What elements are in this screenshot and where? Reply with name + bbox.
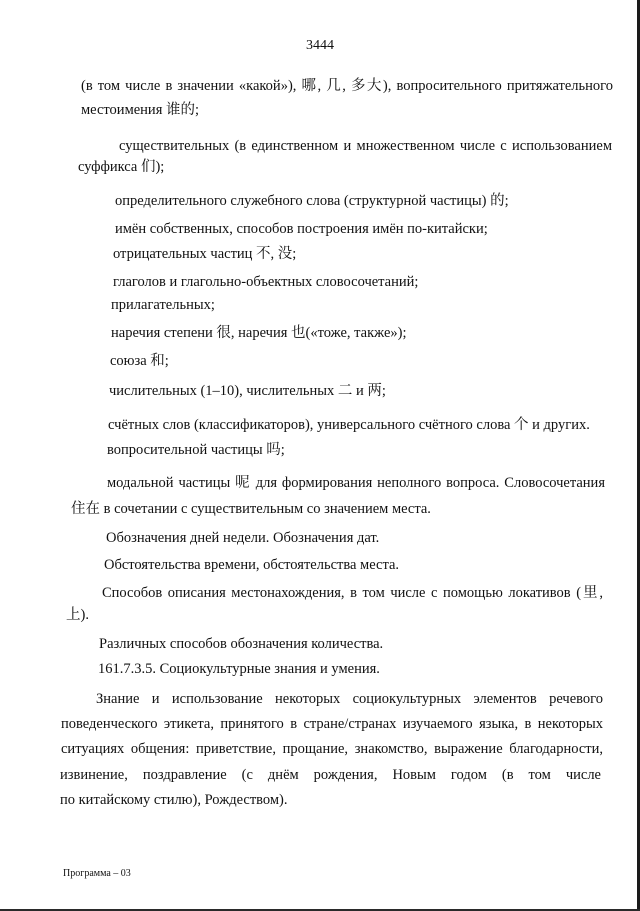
section-heading: 161.7.3.5. Социокультурные знания и умения. <box>98 661 380 677</box>
text-line: Различных способов обозначения количества. <box>99 636 384 652</box>
text-line: ситуациях общения: приветствие, прощание, знакомство, выражение благодарности, <box>61 741 603 757</box>
list-item: вопросительной частицы 吗; <box>107 442 285 458</box>
list-item: счётных слов (классификаторов), универсального счётного слова 个 и других. <box>108 417 590 433</box>
text-line: местоимения 谁的; <box>81 102 200 118</box>
list-item: наречия степени 很, наречия 也(«тоже, также»); <box>111 325 407 341</box>
text-line: извинение, поздравление (с днём рождения, Новым годом (в том числе <box>60 767 601 783</box>
list-item: отрицательных частиц 不, 没; <box>113 246 297 262</box>
text-line: поведенческого этикета, принятого в стране/странах изучаемого языка, в некоторых <box>61 716 603 732</box>
text-line: Знание и использование некоторых социокультурных элементов речевого <box>96 691 603 707</box>
list-item: определительного служебного слова (структурной частицы) 的; <box>115 193 509 209</box>
list-item: глаголов и глагольно-объектных словосочетаний; <box>113 274 419 290</box>
list-item: имён собственных, способов построения имён по-китайски; <box>115 221 488 237</box>
text-line: по китайскому стилю), Рождеством). <box>60 792 288 808</box>
list-item: союза 和; <box>110 353 169 369</box>
text-line: (в том числе в значении «какой»), 哪, 几, 多大), вопросительного притяжательного <box>81 78 613 94</box>
text-line: 上). <box>66 607 89 623</box>
list-item: числительных (1–10), числительных 二 и 两; <box>109 383 386 399</box>
text-line: Обозначения дней недели. Обозначения дат. <box>106 530 380 546</box>
text-line: суффикса 们); <box>78 159 165 175</box>
page-footer: Программа – 03 <box>63 868 131 879</box>
text-line: 住在 в сочетании с существительным со значением места. <box>71 501 431 517</box>
text-line: Обстоятельства времени, обстоятельства места. <box>104 557 400 573</box>
list-item: прилагательных; <box>111 297 215 313</box>
page-number: 3444 <box>306 38 334 53</box>
text-line: Способов описания местонахождения, в том числе с помощью локативов (里, <box>102 585 603 601</box>
text-line: существительных (в единственном и множественном числе с использованием <box>119 138 612 154</box>
text-line: модальной частицы 呢 для формирования неполного вопроса. Словосочетания <box>107 475 605 491</box>
